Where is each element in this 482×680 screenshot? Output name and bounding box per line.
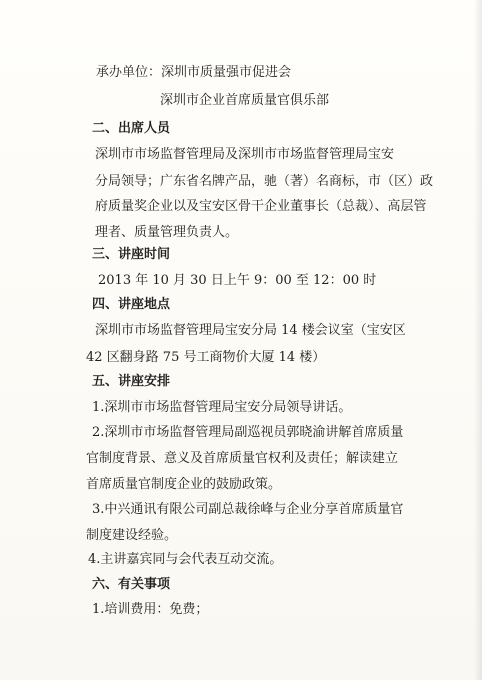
section-5-item-2-line-3: 首席质量官制度企业的鼓励政策。	[86, 477, 282, 492]
scan-edge-shadow	[474, 0, 482, 680]
section-5-item-4: 4.主讲嘉宾同与会代表互动交流。	[88, 552, 283, 567]
lecture-time: 2013 年 10 月 30 日上午 9：00 至 12：00 时	[98, 273, 377, 288]
section-5-item-3-line-2: 制度建设经验。	[86, 528, 178, 543]
section-5-item-1: 1.深圳市市场监督管理局宝安分局领导讲话。	[92, 400, 352, 415]
section-2-line-4: 理者、质量管理负责人。	[95, 225, 239, 240]
section-2-line-3: 府质量奖企业以及宝安区骨干企业董事长（总裁）、高层管	[95, 199, 427, 214]
section-6-item-1: 1.培训费用：免费；	[92, 602, 209, 617]
section-2-line-1: 深圳市市场监督管理局及深圳市市场监督管理局宝安	[95, 147, 395, 162]
section-4-line-2: 42 区翻身路 75 号工商物价大厦 14 楼）	[86, 350, 326, 365]
section-4-line-1: 深圳市市场监督管理局宝安分局 14 楼会议室（宝安区	[95, 323, 406, 338]
section-4-heading: 四、讲座地点	[92, 297, 171, 312]
organizer-name-1: 深圳市质量强市促进会	[161, 65, 292, 80]
section-6-heading: 六、有关事项	[92, 577, 171, 592]
organizer-label: 承办单位：	[96, 65, 162, 80]
section-5-item-2-line-2: 官制度背景、意义及首席质量官权利及责任；解读建立	[86, 451, 399, 466]
section-2-line-2: 分局领导；广东省名牌产品，驰（著）名商标，市（区）政	[95, 174, 434, 189]
section-5-heading: 五、讲座安排	[92, 374, 171, 389]
section-2-heading: 二、出席人员	[92, 121, 171, 136]
organizer-name-2: 深圳市企业首席质量官俱乐部	[160, 93, 330, 108]
organizer-line-1	[96, 64, 291, 82]
section-3-heading: 三、讲座时间	[92, 247, 171, 262]
section-5-item-2-line-1: 2.深圳市市场监督管理局副巡视员郭晓渝讲解首席质量	[92, 425, 404, 440]
section-5-item-3-line-1: 3.中兴通讯有限公司副总裁徐峰与企业分享首席质量官	[92, 502, 404, 517]
